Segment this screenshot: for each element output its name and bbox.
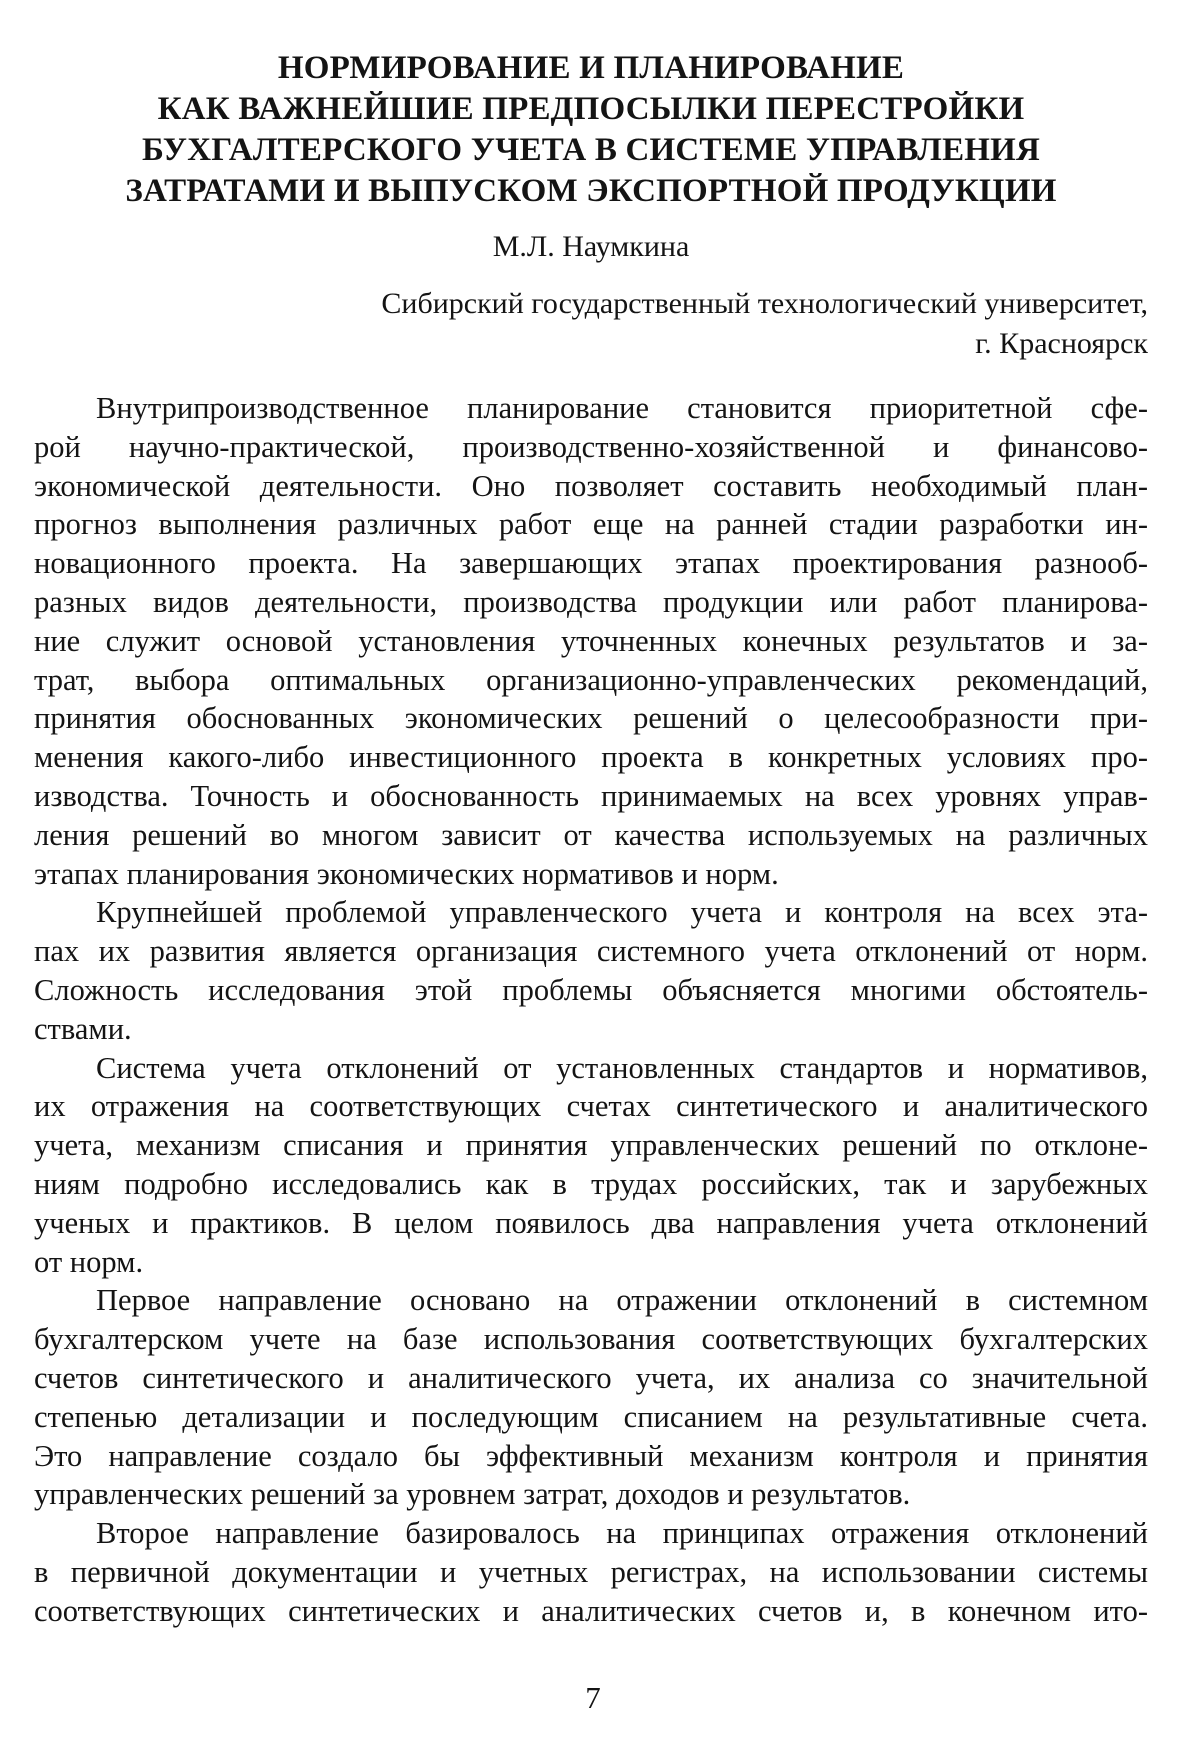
text-line: Первое направление основано на отражении отклонений в системном: [96, 1283, 1148, 1318]
author-name: М.Л. Наумкина: [492, 230, 690, 263]
text-line: в первичной документации и учетных регистрах, на использовании системы: [34, 1554, 1148, 1589]
title-line: ЗАТРАТАМИ И ВЫПУСКОМ ЭКСПОРТНОЙ ПРОДУКЦИИ: [125, 173, 1057, 209]
text-line: разных видов деятельности, производства продукции или работ планирова-: [34, 584, 1148, 619]
text-line: Сложность исследования этой проблемы объясняется многими обстоятель-: [34, 972, 1148, 1007]
text-line: степенью детализации и последующим списанием на результативные счета.: [34, 1399, 1148, 1434]
title-line: КАК ВАЖНЕЙШИЕ ПРЕДПОСЫЛКИ ПЕРЕСТРОЙКИ: [157, 91, 1025, 127]
affiliation: [34, 284, 1148, 364]
affiliation-line: Сибирский государственный технологический университет,: [381, 287, 1148, 320]
text-line: ние служит основой установления уточненных конечных результатов и за-: [34, 623, 1148, 658]
paragraph: [34, 893, 1148, 1048]
text-line: ствами.: [34, 1011, 132, 1046]
article-body: [34, 389, 1148, 1631]
text-line: экономической деятельности. Оно позволяет составить необходимый план-: [34, 468, 1148, 503]
text-line: от норм.: [34, 1244, 144, 1279]
text-line: ления решений во многом зависит от качества используемых на различных: [34, 817, 1148, 852]
text-line: Второе направление базировалось на принципах отражения отклонений: [96, 1516, 1148, 1551]
paragraph: [34, 1281, 1148, 1514]
affiliation-line: г. Красноярск: [975, 327, 1148, 360]
text-line: Крупнейшей проблемой управленческого учета и контроля на всех эта-: [96, 895, 1148, 930]
paragraph: [34, 1049, 1148, 1282]
title-line: БУХГАЛТЕРСКОГО УЧЕТА В СИСТЕМЕ УПРАВЛЕНИЯ: [141, 132, 1041, 168]
text-line: рой научно-практической, производственно-хозяйственной и финансово-: [34, 429, 1148, 464]
text-line: бухгалтерском учете на базе использования соответствующих бухгалтерских: [34, 1322, 1148, 1357]
text-line: пах их развития является организация системного учета отклонений от норм.: [34, 934, 1148, 969]
article-title: [34, 48, 1148, 212]
text-line: изводства. Точность и обоснованность принимаемых на всех уровнях управ-: [34, 778, 1148, 813]
text-line: ниям подробно исследовались как в трудах российских, так и зарубежных: [34, 1166, 1148, 1201]
text-line: менения какого-либо инвестиционного проекта в конкретных условиях про-: [34, 740, 1148, 775]
title-line: НОРМИРОВАНИЕ И ПЛАНИРОВАНИЕ: [277, 50, 905, 86]
text-line: их отражения на соответствующих счетах синтетического и аналитического: [34, 1089, 1148, 1124]
text-line: новационного проекта. На завершающих этапах проектирования разнооб-: [34, 546, 1148, 581]
document-page: [34, 48, 1148, 1631]
paragraph: [34, 1514, 1148, 1630]
page-number: 7: [585, 1680, 601, 1715]
paragraph: [34, 389, 1148, 893]
text-line: принятия обоснованных экономических решений о целесообразности при-: [34, 701, 1148, 736]
text-line: ученых и практиков. В целом появилось два направления учета отклонений: [34, 1205, 1148, 1240]
text-line: прогноз выполнения различных работ еще на ранней стадии разработки ин-: [34, 507, 1148, 542]
text-line: этапах планирования экономических нормативов и норм.: [34, 856, 779, 891]
text-line: учета, механизм списания и принятия управленческих решений по отклоне-: [34, 1128, 1148, 1163]
text-line: управленческих решений за уровнем затрат, доходов и результатов.: [34, 1477, 911, 1512]
text-line: счетов синтетического и аналитического учета, их анализа со значительной: [34, 1360, 1148, 1395]
text-line: Система учета отклонений от установленных стандартов и нормативов,: [96, 1050, 1148, 1085]
text-line: Внутрипроизводственное планирование становится приоритетной сфе-: [96, 391, 1148, 425]
text-line: соответствующих синтетических и аналитических счетов и, в конечном ито-: [34, 1593, 1148, 1628]
text-line: трат, выбора оптимальных организационно-управленческих рекомендаций,: [34, 662, 1148, 697]
text-line: Это направление создало бы эффективный механизм контроля и принятия: [34, 1438, 1148, 1473]
